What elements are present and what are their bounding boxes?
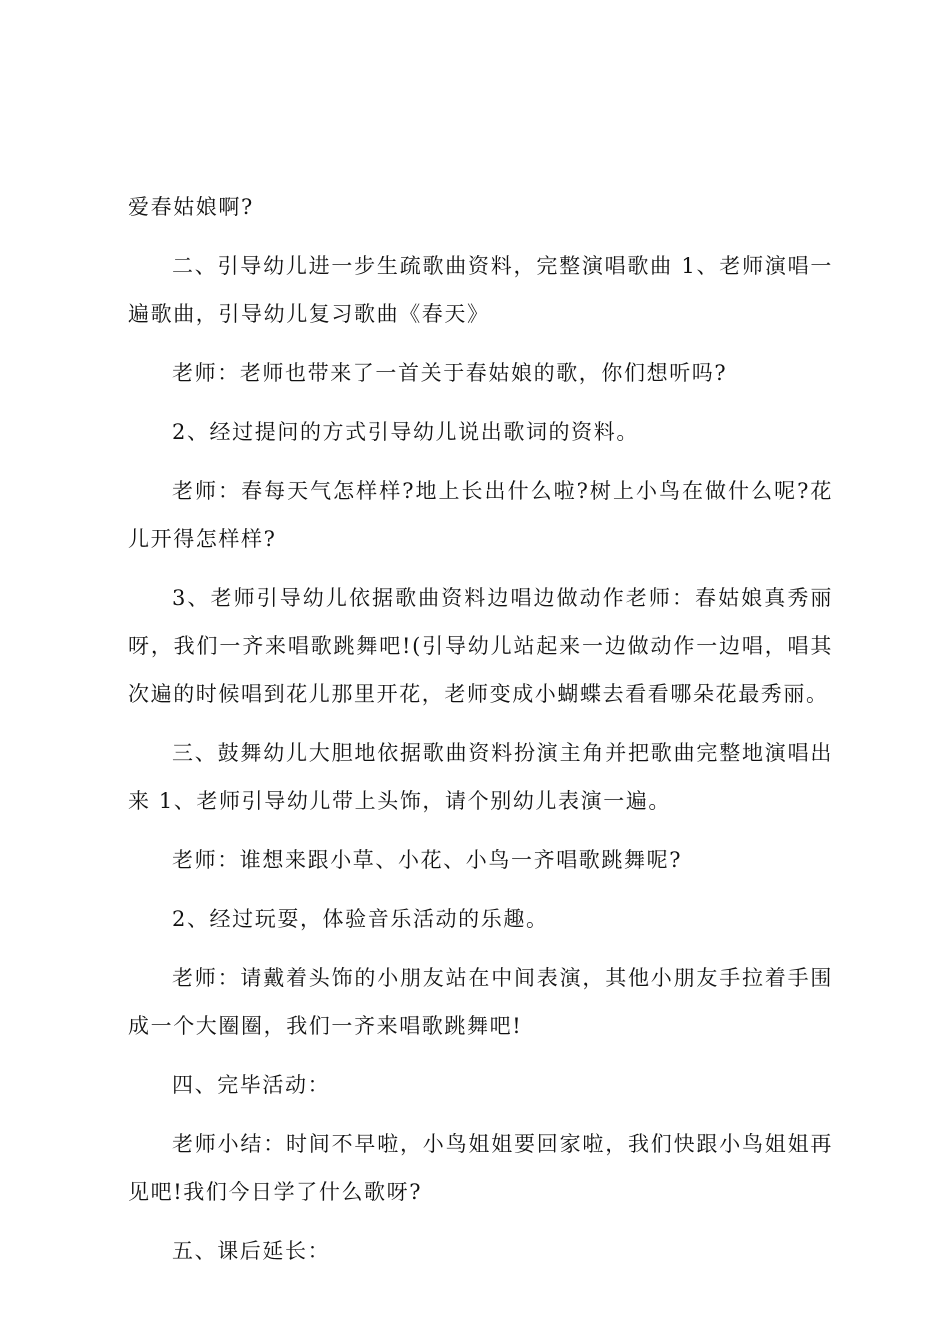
paragraph-teacher-questions: 老师：春每天气怎样样?地上长出什么啦?树上小鸟在做什么呢?花儿开得怎样样? bbox=[128, 479, 833, 551]
paragraph-step-three-actions: 3、老师引导幼儿依据歌曲资料边唱边做动作老师：春姑娘真秀丽呀，我们一齐来唱歌跳舞吧!(引导幼儿站起来一边做动作一边唱，唱其次遍的时候唱到花儿那里开花，老师变成小蝴蝶去看看哪朵花最秀丽。 bbox=[128, 586, 833, 706]
paragraph-step-two-questions: 2、经过提问的方式引导幼儿说出歌词的资料。 bbox=[172, 420, 639, 444]
paragraph-teacher-invite: 老师：谁想来跟小草、小花、小鸟一齐唱歌跳舞呢? bbox=[172, 848, 683, 872]
paragraph-teacher-summary: 老师小结：时间不早啦，小鸟姐姐要回家啦，我们快跟小鸟姐姐再见吧!我们今日学了什么歌呀? bbox=[128, 1132, 833, 1204]
paragraph-section-two: 二、引导幼儿进一步生疏歌曲资料，完整演唱歌曲 1、老师演唱一遍歌曲，引导幼儿复习歌曲《春天》 bbox=[128, 254, 833, 326]
paragraph-teacher-circle: 老师：请戴着头饰的小朋友站在中间表演，其他小朋友手拉着手围成一个大圈圈，我们一齐来唱歌跳舞吧! bbox=[128, 966, 833, 1038]
paragraph-step-two-play: 2、经过玩耍，体验音乐活动的乐趣。 bbox=[172, 907, 549, 931]
paragraph-teacher-song-intro: 老师：老师也带来了一首关于春姑娘的歌，你们想听吗? bbox=[172, 361, 728, 385]
document-body bbox=[128, 183, 833, 1286]
paragraph-continuation: 爱春姑娘啊? bbox=[128, 195, 254, 219]
paragraph-section-three: 三、鼓舞幼儿大胆地依据歌曲资料扮演主角并把歌曲完整地演唱出来 1、老师引导幼儿带上头饰，请个别幼儿表演一遍。 bbox=[128, 741, 833, 813]
paragraph-section-five: 五、课后延长： bbox=[172, 1239, 331, 1263]
paragraph-section-four: 四、完毕活动： bbox=[172, 1073, 331, 1097]
